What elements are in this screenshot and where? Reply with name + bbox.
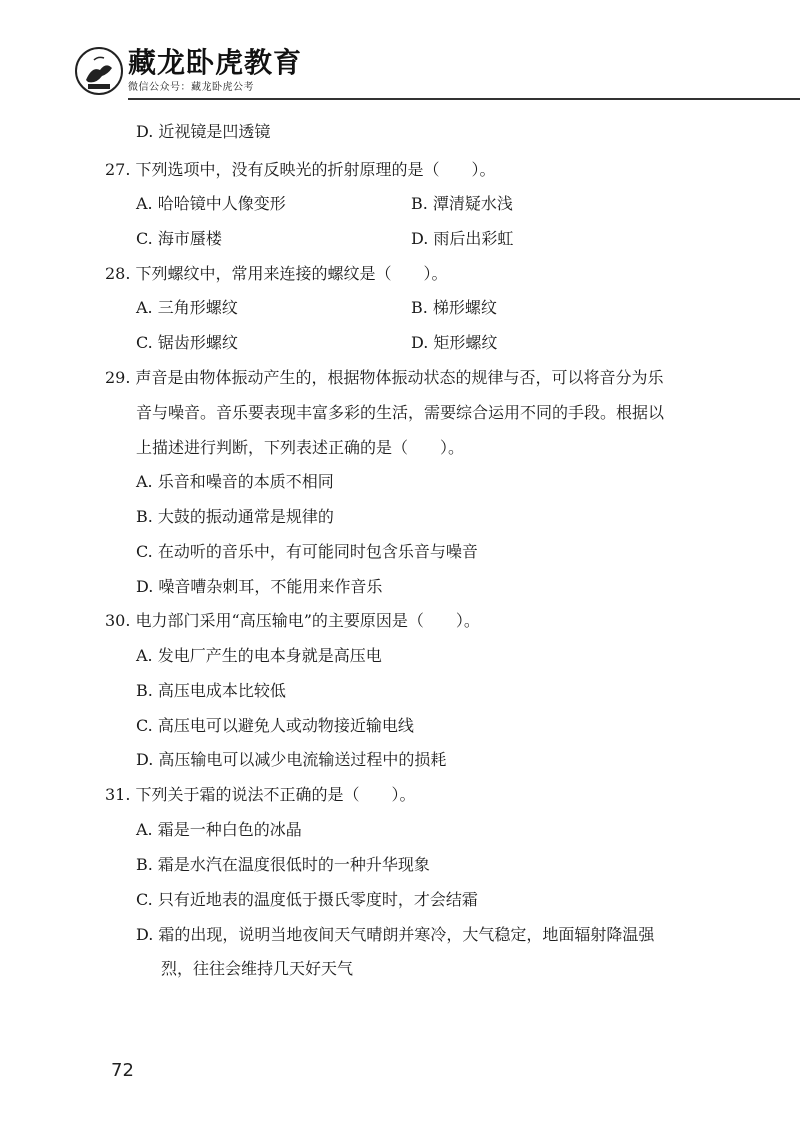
q31-option-a: A. 霜是一种白色的冰晶 xyxy=(136,820,302,839)
q31-option-c: C. 只有近地表的温度低于摄氏零度时，才会结霜 xyxy=(136,890,478,909)
q28-stem: 28. 下列螺纹中，常用来连接的螺纹是（ ）。 xyxy=(105,264,448,283)
q29-stem-line-1: 29. 声音是由物体振动产生的，根据物体振动状态的规律与否，可以将音分为乐 xyxy=(105,368,664,387)
q31-option-b: B. 霜是水汽在温度很低时的一种升华现象 xyxy=(136,855,430,874)
q27-option-a: A. 哈哈镜中人像变形 xyxy=(136,194,286,213)
q29-stem-line-2: 音与噪音。音乐要表现丰富多彩的生活，需要综合运用不同的手段。根据以 xyxy=(136,403,665,422)
q29-option-c: C. 在动听的音乐中，有可能同时包含乐音与噪音 xyxy=(136,542,478,561)
page-number: 72 xyxy=(111,1060,134,1081)
brand-subtitle: 微信公众号：藏龙卧虎公考 xyxy=(128,82,254,93)
q29-option-b: B. 大鼓的振动通常是规律的 xyxy=(136,507,334,526)
q28-option-d: D. 矩形螺纹 xyxy=(411,333,498,352)
q30-option-c: C. 高压电可以避免人或动物接近输电线 xyxy=(136,716,414,735)
q31-stem: 31. 下列关于霜的说法不正确的是（ ）。 xyxy=(105,785,416,804)
q30-stem: 30. 电力部门采用“高压输电”的主要原因是（ ）。 xyxy=(105,611,480,630)
q30-option-d: D. 高压输电可以减少电流输送过程中的损耗 xyxy=(136,750,447,769)
q31-option-d-line-1: D. 霜的出现，说明当地夜间天气晴朗并寒冷，大气稳定，地面辐射降温强 xyxy=(136,925,655,944)
q27-option-c: C. 海市蜃楼 xyxy=(136,229,222,248)
q29-stem-line-3: 上描述进行判断，下列表述正确的是（ ）。 xyxy=(136,438,465,457)
q27-stem: 27. 下列选项中，没有反映光的折射原理的是（ ）。 xyxy=(105,160,496,179)
q28-option-c: C. 锯齿形螺纹 xyxy=(136,333,238,352)
q28-option-b: B. 梯形螺纹 xyxy=(411,298,497,317)
q30-option-b: B. 高压电成本比较低 xyxy=(136,681,286,700)
q30-option-a: A. 发电厂产生的电本身就是高压电 xyxy=(136,646,382,665)
q28-option-a: A. 三角形螺纹 xyxy=(136,298,238,317)
q27-option-b: B. 潭清疑水浅 xyxy=(411,194,513,213)
brand-title: 藏龙卧虎教育 xyxy=(128,46,303,79)
q27-option-d: D. 雨后出彩虹 xyxy=(411,229,514,248)
q31-option-d-line-2: 烈，往往会维持几天好天气 xyxy=(161,959,354,978)
q26-option-d: D. 近视镜是凹透镜 xyxy=(136,122,271,141)
q29-option-a: A. 乐音和噪音的本质不相同 xyxy=(136,472,334,491)
q29-option-d: D. 噪音嘈杂刺耳，不能用来作音乐 xyxy=(136,577,383,596)
